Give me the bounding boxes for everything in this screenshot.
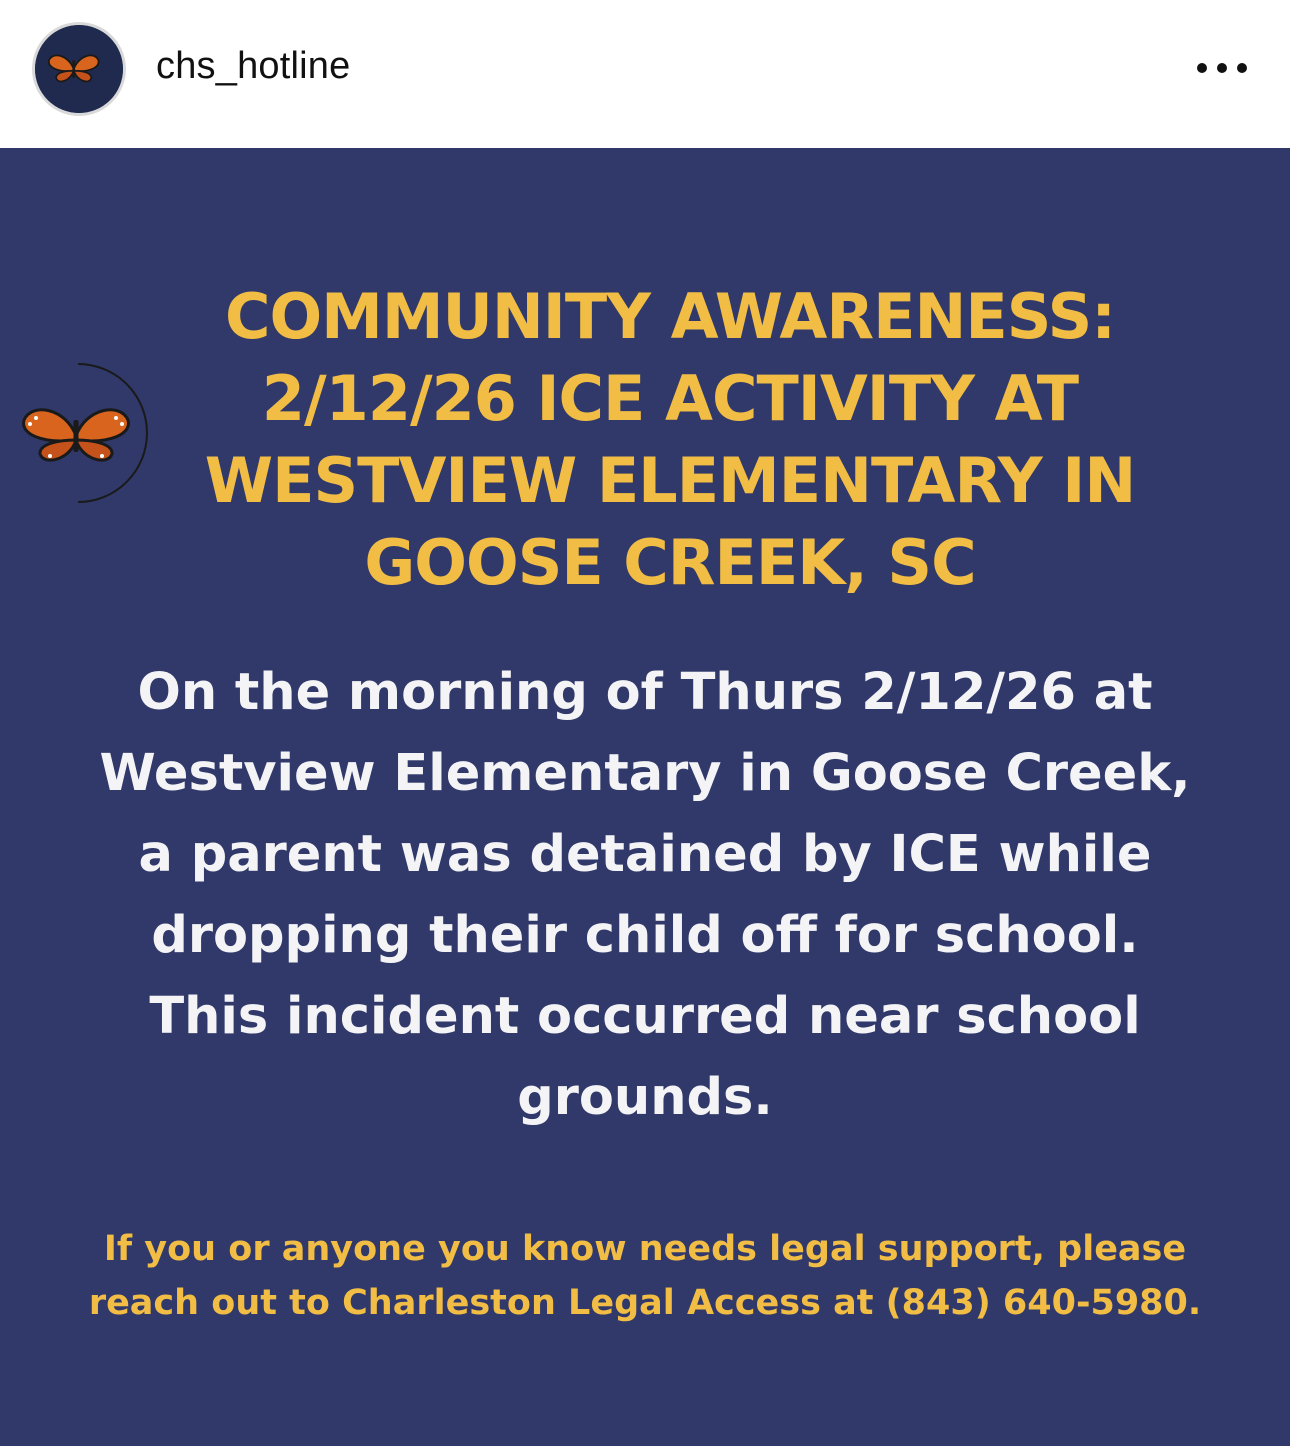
legal-support-note [30,1222,1260,1330]
more-options-icon [1190,46,1254,90]
body-line: On the morning of Thurs 2/12/26 at [137,663,1153,722]
headline [190,276,1150,604]
body-line: dropping their child off for school. [151,906,1139,965]
more-options-button[interactable] [1190,46,1254,90]
body-text [30,652,1260,1138]
body-line: grounds. [517,1068,773,1127]
moon-butterfly-logo-icon [18,358,168,508]
moon-butterfly-logo-icon [35,25,123,113]
body-line: a parent was detained by ICE while [138,825,1152,884]
post-header [0,0,1290,148]
headline-line: 2/12/26 ICE ACTIVITY AT [261,362,1079,435]
headline-line: GOOSE CREEK, SC [364,526,976,599]
headline-line: WESTVIEW ELEMENTARY IN [204,444,1136,517]
post-image[interactable] [0,148,1290,1446]
footer-line: reach out to Charleston Legal Access at (843) 640-5980. [88,1283,1202,1323]
body-line: Westview Elementary in Goose Creek, [99,744,1191,803]
body-line: This incident occurred near school [149,987,1141,1046]
avatar[interactable] [32,22,126,116]
logo [18,358,168,508]
username[interactable]: chs_hotline [156,45,351,87]
footer-line: If you or anyone you know needs legal support, please [103,1229,1187,1269]
headline-line: COMMUNITY AWARENESS: [224,280,1116,353]
